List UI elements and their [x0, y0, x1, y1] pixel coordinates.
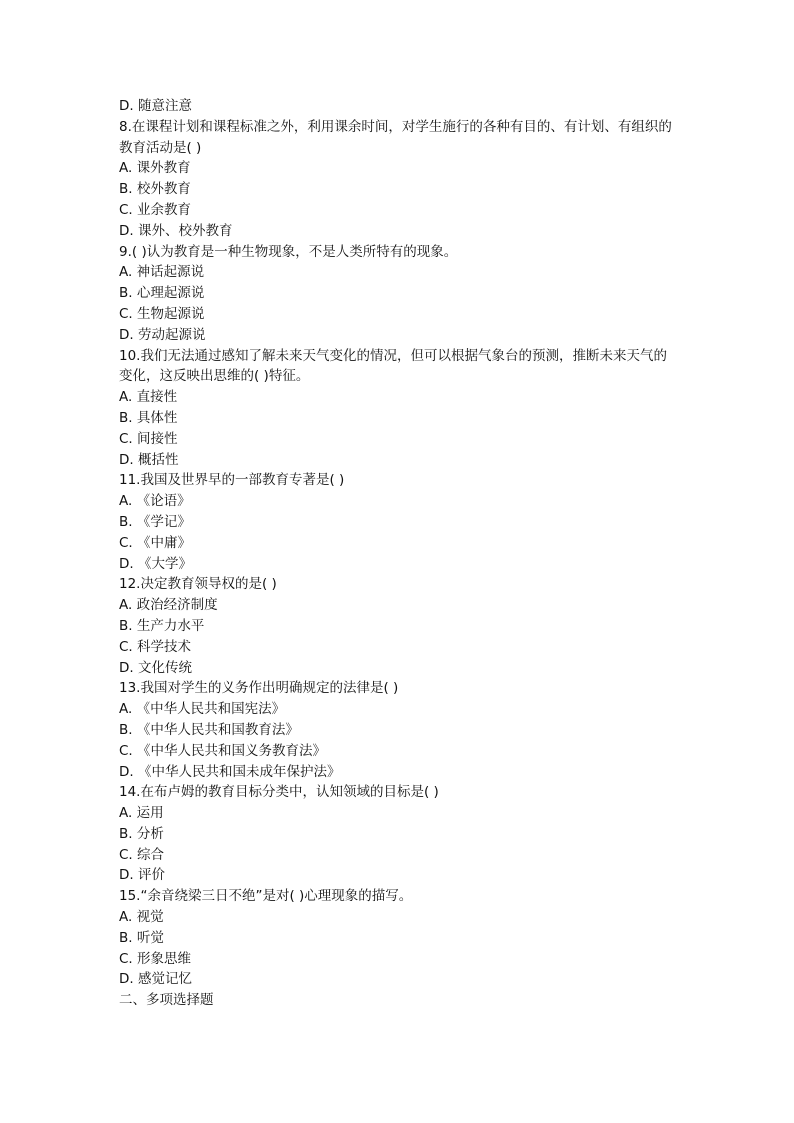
answer-option: C. 形象思维	[119, 950, 192, 967]
question-stem: 15.“余音绕梁三日不绝”是对( )心理现象的描写。	[119, 888, 413, 905]
answer-option: A. 神话起源说	[119, 264, 205, 281]
answer-option: B. 《中华人民共和国教育法》	[119, 721, 299, 738]
answer-option: C. 《中华人民共和国义务教育法》	[119, 742, 327, 759]
answer-option: B. 具体性	[119, 409, 178, 426]
answer-option: C. 生物起源说	[119, 305, 205, 322]
answer-option: D. 文化传统	[119, 659, 192, 676]
answer-option: B. 心理起源说	[119, 285, 205, 302]
question-stem: 8.在课程计划和课程标准之外，利用课余时间，对学生施行的各种有目的、有计划、有组织的教育活动是( )	[119, 118, 672, 156]
question-stem: 9.( )认为教育是一种生物现象，不是人类所特有的现象。	[119, 243, 458, 260]
answer-option: D. 课外、校外教育	[119, 222, 233, 239]
answer-option: A. 运用	[119, 805, 164, 822]
question-stem: 14.在布卢姆的教育目标分类中，认知领域的目标是( )	[119, 784, 439, 801]
answer-option: C. 科学技术	[119, 638, 192, 655]
answer-option: C. 综合	[119, 846, 165, 863]
answer-option: A. 视觉	[119, 909, 164, 926]
question-stem: 13.我国对学生的义务作出明确规定的法律是( )	[119, 680, 399, 697]
answer-option: D. 《中华人民共和国未成年保护法》	[119, 763, 341, 780]
answer-option: B. 听觉	[119, 929, 164, 946]
question-stem: 10.我们无法通过感知了解未来天气变化的情况，但可以根据气象台的预测，推断未来天气的变化，这反映出思维的( )特征。	[119, 347, 667, 385]
answer-option: C. 间接性	[119, 430, 178, 447]
answer-option: A. 《中华人民共和国宪法》	[119, 701, 286, 718]
answer-option: A. 课外教育	[119, 160, 191, 177]
answer-option: B. 《学记》	[119, 513, 191, 530]
answer-option: D. 感觉记忆	[119, 971, 192, 988]
answer-option: C. 《中庸》	[119, 534, 192, 551]
answer-option: A. 政治经济制度	[119, 597, 218, 614]
answer-option: A. 《论语》	[119, 493, 191, 510]
question-stem: 11.我国及世界早的一部教育专著是( )	[119, 472, 345, 489]
answer-option: D. 《大学》	[119, 555, 192, 572]
answer-option: C. 业余教育	[119, 201, 192, 218]
answer-option: B. 生产力水平	[119, 617, 205, 634]
answer-option: B. 分析	[119, 825, 164, 842]
answer-option: B. 校外教育	[119, 181, 191, 198]
answer-option: D. 劳动起源说	[119, 326, 206, 343]
section-heading: 二、多项选择题	[119, 992, 214, 1009]
answer-option: D. 随意注意	[119, 98, 192, 114]
question-stem: 12.决定教育领导权的是( )	[119, 576, 277, 593]
answer-option: A. 直接性	[119, 389, 178, 406]
document-page	[119, 96, 675, 1011]
answer-option: D. 评价	[119, 867, 165, 884]
answer-option: D. 概括性	[119, 451, 179, 468]
